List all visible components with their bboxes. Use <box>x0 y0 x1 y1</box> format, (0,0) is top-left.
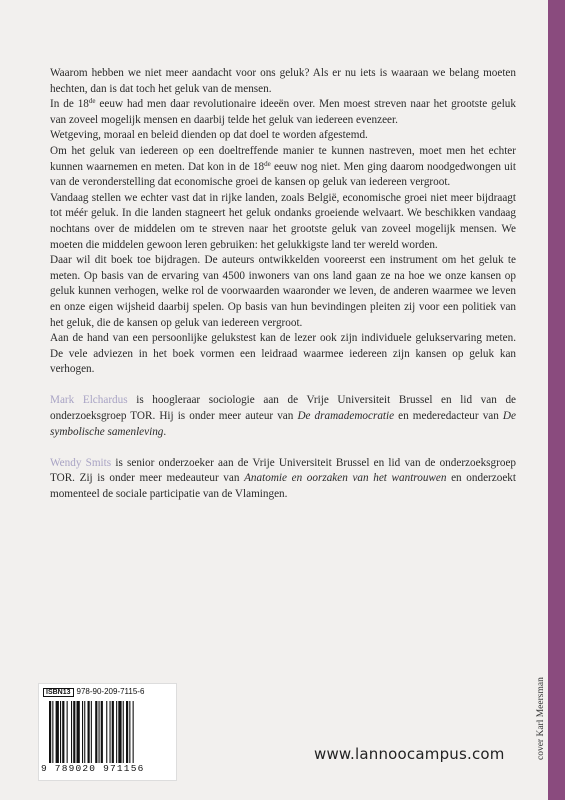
author-bio <box>50 456 516 503</box>
bio-text: is hoogleraar sociologie aan de Vrije Universiteit Brussel en lid van de onderzoeksgroep TOR. Hij is onder meer auteur van <box>50 394 517 423</box>
author-bio <box>50 393 516 440</box>
back-cover-text <box>50 66 516 503</box>
publisher-url[interactable]: www.lannoocampus.com <box>314 745 505 763</box>
measure-paragraph <box>50 144 516 191</box>
isbn-number: 978-90-209-7115-6 <box>76 687 145 696</box>
century-paragraph <box>50 97 516 128</box>
barcode-digits: 9 789020 971156 <box>41 763 145 774</box>
author-name: Wendy Smits <box>50 456 112 469</box>
barcode-bars <box>47 701 171 763</box>
author-name: Mark Elchardus <box>50 394 128 407</box>
book-title: De symbolische samenleving <box>50 410 516 438</box>
intro-paragraph: Waarom hebben we niet meer aandacht voor ons geluk? Als er nu iets is waaraan we belang moeten hechten, dan is dat toch het geluk van de mensen. <box>50 67 516 95</box>
barcode <box>38 683 177 781</box>
bio-text: . <box>163 425 167 438</box>
measure-superscript: de <box>264 159 271 168</box>
spine-strip <box>548 0 565 800</box>
century-text-start: In de 18 <box>50 98 89 111</box>
book-title: Anatomie en oorzaken van het wantrouwen <box>244 472 447 485</box>
isbn-line <box>43 687 144 697</box>
measure-text-end: eeuw nog niet. Men ging daarom noodgedwongen uit van de veronderstelling dat economische groei de kansen op geluk van iedereen vergroot. <box>50 160 516 189</box>
century-superscript: de <box>88 97 96 106</box>
test-paragraph: Aan de hand van een persoonlijke gelukstest kan de lezer ook zijn individuele gelukservaring meten. De vele adviezen in het boek vormen een leidraad waarmee iedereen zijn kansen op geluk kan verhogen. <box>50 332 516 376</box>
measure-text-start: Om het geluk van iedereen op een doeltreffende manier te kunnen nastreven, moet men het echter kunnen waarnemen en meten. Dat kon in de 18 <box>50 144 516 173</box>
today-paragraph: Vandaag stellen we echter vast dat in rijke landen, zoals België, economische groei niet meer bijdraagt tot méér geluk. In die landen stagneert het geluk ondanks groeiende welvaart. We beschikken vandaag nochtans over de middelen om te streven naar het grootste geluk van zoveel mogelijk mensen. We moeten die middelen gewoon leren gebruiken: het gelukkigste land ter wereld worden. <box>50 191 516 251</box>
cover-credit: cover Karl Meersman <box>536 677 546 760</box>
bio-text: en mederedacteur van <box>394 410 503 423</box>
bio-text: en onderzoekt momenteel de sociale participatie van de Vlamingen. <box>50 472 516 501</box>
book-paragraph: Daar wil dit boek toe bijdragen. De auteurs ontwikkelden vooreerst een instrument om het geluk te meten. Op basis van de ervaring van 4500 inwoners van ons land gaan ze na hoe we onze kansen op geluk kunnen verhogen, welke rol de voorwaarden waaronder we leven, de anderen waarmee we leven en onze eigen wijsheid daarbij spelen. Op basis van hun bevindingen pleiten zij voor een politiek van het geluk, die de kansen op geluk van iedereen vergroot. <box>50 254 516 329</box>
bio-text: is senior onderzoeker aan de Vrije Universiteit Brussel en lid van de onderzoeksgroep TOR. Zij is onder meer medeauteur van <box>50 456 516 485</box>
isbn-tag: ISBN13 <box>43 688 74 697</box>
century-text-end: eeuw had men daar revolutionaire ideeën over. Men moest streven naar het grootste geluk van zoveel mogelijk mensen en daarbij telde het geluk van iedereen evenzeer. <box>50 98 516 126</box>
policy-paragraph: Wetgeving, moraal en beleid dienden op dat doel te worden afgestemd. <box>50 129 368 142</box>
book-title: De dramademocratie <box>297 410 395 423</box>
